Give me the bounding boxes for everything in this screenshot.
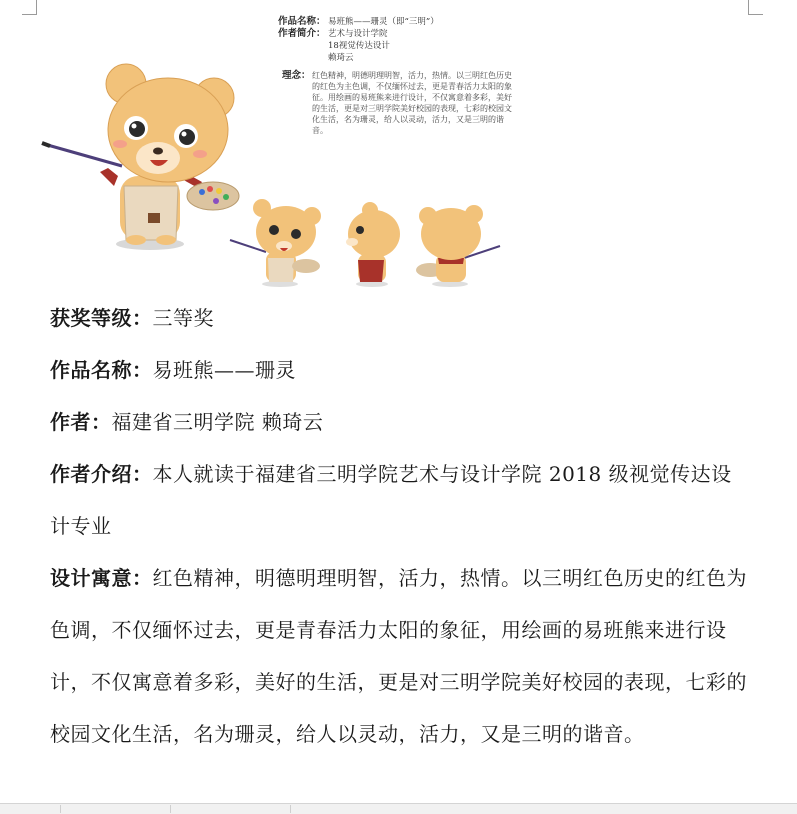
- poster-author-line: 艺术与设计学院: [328, 29, 388, 39]
- award-label: 获奖等级：: [50, 306, 153, 330]
- intro-paragraph: [50, 448, 750, 552]
- poster-name-row: [278, 16, 518, 28]
- status-bar: [0, 803, 797, 814]
- small-bear-back: [416, 205, 500, 287]
- poster-author-line: 18视觉传达设计: [328, 41, 390, 51]
- poster-concept-text: 红色精神，明德明理明智，活力，热情。以三明红色历史的红色为主色调，不仅缅怀过去，更是青春活力太阳的象征。用绘画的易班熊来进行设计，不仅寓意着多彩，美好的生活，更是对三明学院美好校园的表现，七彩的校园文化生活，名为珊灵，给人以灵动，活力，又是三明的谐音。: [312, 71, 512, 135]
- award-value: 三等奖: [152, 306, 214, 330]
- intro-value: 本人就读于福建省三明学院艺术与设计学院 2018 级视觉传达设计专业: [50, 462, 732, 538]
- document-body: [50, 292, 750, 760]
- author-label: 作者：: [50, 410, 112, 434]
- award-paragraph: [50, 292, 750, 344]
- page-corner-mark-left: [22, 0, 37, 15]
- poster-author-lines: [328, 28, 518, 64]
- meaning-value: 红色精神，明德明理明智，活力，热情。以三明红色历史的红色为色调，不仅缅怀过去，更是青春活力太阳的象征，用绘画的易班熊来进行设计，不仅寓意着多彩，美好的生活，更是对三明学院美好校园的表现，七彩的校园文化生活，名为珊灵，给人以灵动，活力，又是三明的谐音。: [50, 566, 747, 746]
- title-paragraph: [50, 344, 750, 396]
- intro-label: 作者介绍：: [50, 462, 153, 486]
- poster-author-row: [278, 28, 518, 64]
- mascot-poster-image: [38, 8, 512, 292]
- poster-author-line: 赖琦云: [328, 53, 354, 63]
- poster-concept-row: [278, 70, 518, 136]
- small-bear-side: [346, 202, 400, 287]
- title-value: 易班熊——珊灵: [152, 358, 296, 382]
- meaning-label: 设计寓意：: [50, 566, 153, 590]
- poster-caption: [278, 16, 518, 136]
- author-value: 福建省三明学院 赖琦云: [111, 410, 324, 434]
- status-segment: [170, 805, 291, 813]
- large-bear-figure: [42, 64, 239, 250]
- poster-author-label: 作者简介：: [278, 28, 326, 39]
- status-segment: [0, 805, 61, 813]
- poster-name-label: 作品名称：: [278, 16, 326, 27]
- meaning-paragraph: [50, 552, 750, 760]
- page-corner-mark-right: [748, 0, 763, 15]
- title-label: 作品名称：: [50, 358, 153, 382]
- author-paragraph: [50, 396, 750, 448]
- status-segment: [60, 805, 171, 813]
- poster-name-value: 易班熊——珊灵（即“三明”）: [328, 17, 439, 27]
- small-bear-front: [230, 199, 321, 287]
- poster-concept-label: 理念：: [282, 70, 311, 81]
